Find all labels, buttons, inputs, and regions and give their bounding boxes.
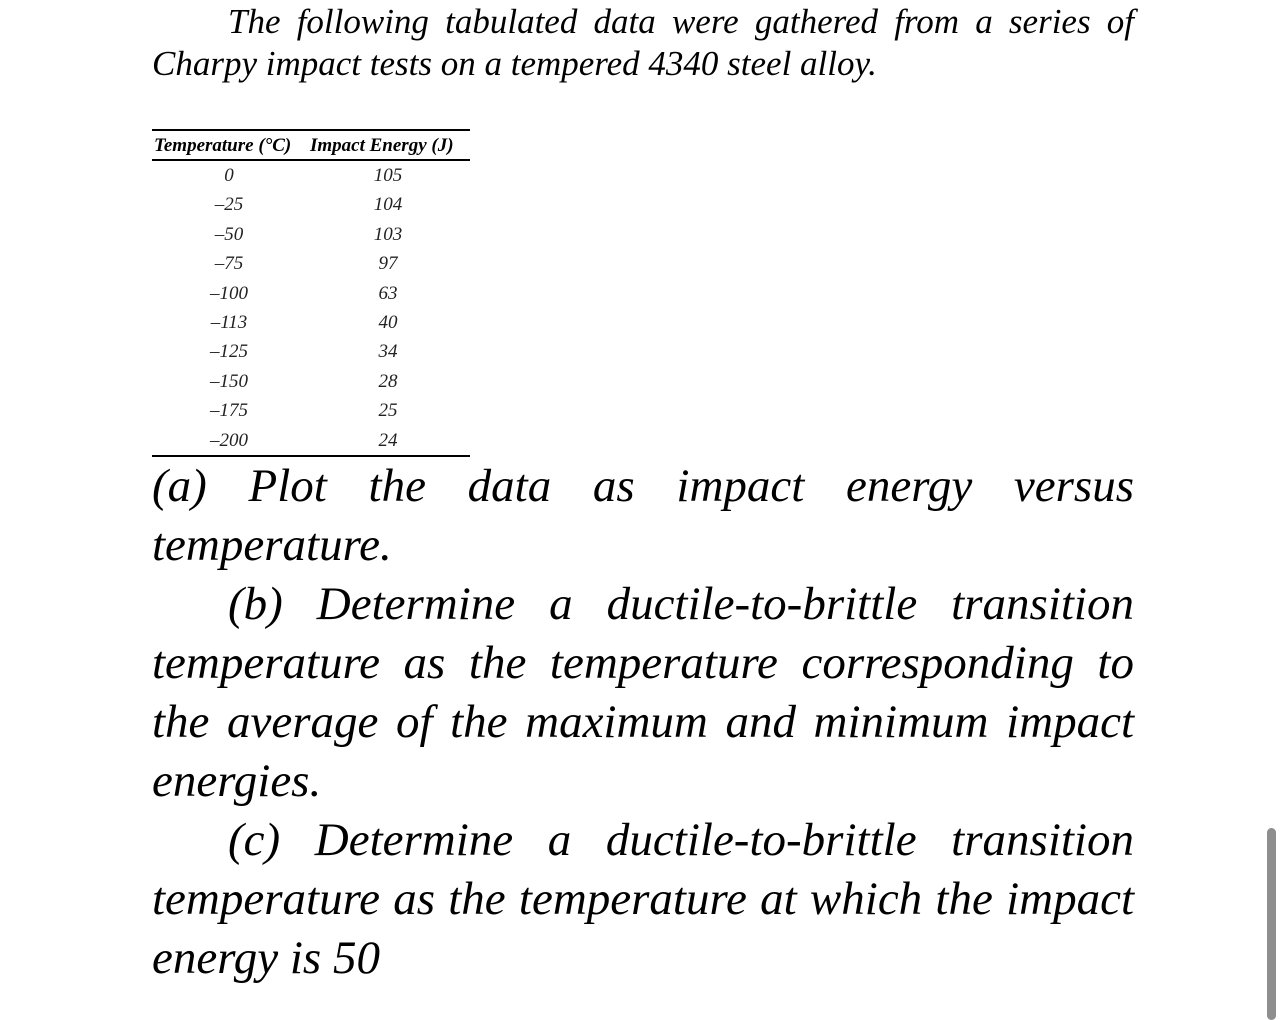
impact-energy-cell: 34 [378, 341, 398, 363]
impact-energy-cell: 97 [378, 253, 398, 275]
temperature-cell: –125 [210, 341, 248, 363]
temperature-cell: 0 [224, 165, 234, 186]
temperature-cell: –200 [210, 429, 248, 451]
data-table-container [152, 129, 470, 457]
table-row [152, 190, 470, 219]
impact-energy-cell: 24 [378, 429, 398, 451]
question-c: (c) Determine a ductile-to-brittle transition temperature as the temperature at which the impact energy is 50 [152, 814, 1134, 985]
temperature-cell: –175 [210, 400, 248, 422]
header-temperature: Temperature (°C) [152, 130, 306, 160]
vertical-scrollbar-thumb[interactable] [1267, 828, 1276, 1020]
document-page [152, 0, 1134, 988]
temperature-cell: –50 [214, 223, 244, 245]
table-row [152, 367, 470, 396]
question-b: (b) Determine a ductile-to-brittle transition temperature as the temperature corresponding to the average of the maximum and minimum impact energies. [152, 578, 1134, 808]
impact-energy-cell: 104 [373, 194, 403, 216]
temperature-cell: –113 [210, 312, 248, 334]
temperature-cell: –25 [214, 194, 244, 216]
impact-energy-cell: 63 [378, 282, 398, 304]
table-row [152, 337, 470, 366]
temperature-cell: –75 [214, 253, 244, 275]
table-row [152, 426, 470, 456]
question-a: (a) Plot the data as impact energy versus temperature. [152, 460, 1134, 572]
table-row [152, 279, 470, 308]
table-header-row [152, 130, 470, 160]
table-row [152, 160, 470, 190]
impact-energy-cell: 40 [378, 312, 398, 334]
impact-energy-cell: 103 [373, 223, 403, 245]
questions-section [152, 457, 1134, 988]
impact-energy-cell: 105 [373, 165, 403, 186]
temperature-cell: –100 [210, 282, 248, 304]
intro-paragraph: The following tabulated data were gathered from a series of Charpy impact tests on a tempered 4340 steel alloy. [152, 2, 1134, 83]
table-row [152, 220, 470, 249]
temperature-cell: –150 [210, 370, 248, 392]
table-row [152, 396, 470, 425]
impact-energy-cell: 25 [378, 400, 398, 422]
header-impact-energy: Impact Energy (J) [306, 130, 470, 160]
impact-energy-cell: 28 [378, 370, 398, 392]
table-row [152, 308, 470, 337]
charpy-data-table [152, 129, 470, 457]
table-row [152, 249, 470, 278]
